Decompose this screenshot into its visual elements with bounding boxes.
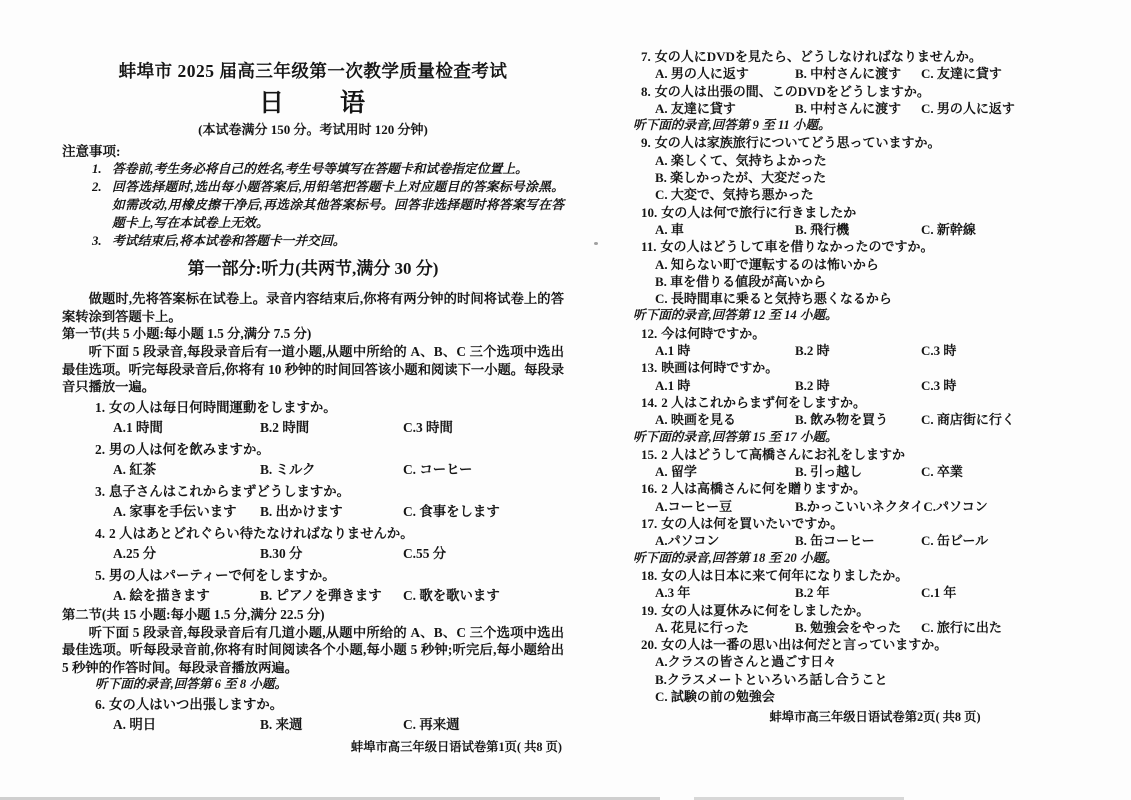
question-number: 18. (641, 567, 658, 583)
option-b: B.2 時間 (260, 419, 310, 435)
option-c: C. 歌を歌います (403, 587, 500, 603)
option-c: C.1 年 (921, 585, 957, 601)
notice-text: 考试结束后,将本试卷和答题卡一并交回。 (112, 234, 346, 248)
option-b: B. 出かけます (260, 503, 343, 519)
option-a: A.3 年 (655, 585, 691, 601)
answer-options (655, 65, 1117, 82)
notice-text: 答卷前,考生务必将自己的姓名,考生号等填写在答题卡和试卷指定位置上。 (112, 162, 528, 176)
question-number: 19. (641, 602, 658, 618)
answer-options (113, 460, 564, 480)
question-text: 女の人はどうして車を借りなかったのですか。 (660, 239, 934, 255)
question-number: 10. (641, 204, 658, 220)
answer-options (641, 256, 1117, 308)
exam-title: 蚌埠市 2025 届高三年级第一次教学质量检查考试 (118, 61, 508, 81)
answer-options (113, 502, 564, 522)
question-number: 13. (641, 360, 658, 376)
listening-group-label: 听下面的录音,回答第 15 至 17 小题。 (633, 429, 838, 444)
notice-number: 2. (92, 180, 102, 194)
notice-item (62, 160, 564, 178)
answer-options (655, 619, 1117, 636)
option-b: B. 中村さんに渡す (795, 66, 902, 82)
option-c: C.3 時 (921, 377, 957, 393)
option-c: C.パソコン (923, 498, 988, 514)
question-line (95, 566, 564, 586)
question-text: 男の人は何を飲みますか。 (109, 441, 270, 457)
section-heading: 第一节(共 5 小题:每小题 1.5 分,满分 7.5 分) (62, 326, 312, 341)
question-number: 2. (95, 441, 106, 457)
question-line (95, 440, 564, 460)
page-footer: 蚌埠市高三年级日语试卷第2页( 共8 页) (769, 710, 981, 725)
question-item (62, 695, 564, 735)
question-line (95, 482, 564, 502)
option-c: C. 缶ビール (921, 533, 989, 549)
option-c: C.3 時 (921, 343, 957, 359)
option-c: C. 旅行に出た (921, 619, 1002, 635)
option-a: A.1 時 (655, 343, 691, 359)
question-number: 5. (95, 567, 106, 583)
question-number: 3. (95, 483, 106, 499)
question-line (641, 359, 1117, 376)
answer-options (655, 377, 1117, 394)
question-line (641, 325, 1117, 342)
question-number: 15. (641, 446, 658, 462)
question-number: 20. (641, 637, 658, 653)
option-a: A. 友達に貸す (655, 100, 736, 116)
option-c: C. 卒業 (921, 464, 963, 480)
option-c: C. 大変で、気持ち悪かった (655, 187, 814, 203)
question-item (633, 480, 1117, 515)
answer-options (655, 100, 1117, 117)
answer-options (113, 418, 564, 438)
option-c: C. 友達に貸す (921, 66, 1002, 82)
listening-group-label: 听下面的录音,回答第 12 至 14 小题。 (633, 308, 838, 323)
question-text: 2 人はどうして高橋さんにお礼をしますか (661, 446, 906, 462)
question-item (633, 48, 1117, 83)
option-a: A.コーヒー豆 (655, 498, 733, 514)
question-text: 2 人はこれからまず何をしますか。 (661, 394, 867, 410)
question-item (633, 204, 1117, 239)
option-c: C. 男の人に返す (921, 100, 1015, 116)
question-item (633, 325, 1117, 360)
subject-title: 日 语 (258, 90, 367, 117)
option-a: A. 男の人に返す (655, 66, 749, 82)
question-number: 11. (641, 239, 657, 255)
answer-options (641, 152, 1117, 204)
question-text: 女の人は出張の間、このDVDをどうしますか。 (654, 83, 930, 99)
question-number: 14. (641, 394, 658, 410)
answer-options (113, 715, 564, 735)
option-b: B. 来週 (260, 717, 303, 732)
option-a: A. 家事を手伝います (113, 503, 237, 519)
question-item (633, 359, 1117, 394)
answer-options (655, 342, 1117, 359)
question-line (641, 636, 1117, 653)
question-line (95, 524, 564, 544)
option-b: B.クラスメートといろいろ話し合うこと (655, 671, 888, 687)
option-c: C. コーヒー (403, 461, 473, 477)
notice-number: 1. (92, 162, 102, 176)
question-number: 6. (95, 697, 106, 712)
answer-options (641, 653, 1117, 705)
question-item (62, 566, 564, 606)
question-item (633, 567, 1117, 602)
instruction-paragraph: 做题时,先将答案标在试卷上。录音内容结束后,你将有两分钟的时间将试卷上的答案转涂到答题卡上。 (62, 291, 564, 324)
option-a: A. 楽しくて、気持ちよかった (655, 152, 827, 168)
option-a: A. 映画を見る (655, 412, 736, 428)
question-text: 男の人はパーティーで何をしますか。 (109, 567, 336, 583)
question-item (633, 636, 1117, 705)
question-line (641, 446, 1117, 463)
option-b: B.2 年 (795, 585, 830, 601)
option-b: B.2 時 (795, 343, 830, 359)
question-item (62, 524, 564, 564)
question-number: 1. (95, 399, 106, 415)
question-text: 女の人にDVDを見たら、どうしなければなりませんか。 (654, 49, 982, 64)
option-b: B. 飛行機 (795, 221, 850, 237)
notice-heading: 注意事项: (62, 144, 121, 159)
section-heading: 第二节(共 15 小题:每小题 1.5 分,满分 22.5 分) (62, 606, 325, 622)
notice-number: 3. (92, 234, 102, 248)
option-a: A. 絵を描きます (113, 587, 210, 603)
option-c: C. 試験の前の勉強会 (655, 688, 775, 704)
answer-options (655, 411, 1117, 428)
question-line (641, 238, 1117, 255)
question-text: 息子さんはこれからまずどうしますか。 (109, 483, 351, 499)
notice-text: 回答选择题时,选出每小题答案后,用铅笔把答题卡上对应题目的答案标号涂黑。如需改动,用橡皮擦干净后,再选涂其他答案标号。回答非选择题时将答案写在答题卡上,写在本试卷上无效。 (112, 180, 564, 230)
option-b: B. 車を借りる値段が高いから (655, 273, 827, 289)
answer-options (655, 221, 1117, 238)
option-c: C.3 時間 (403, 419, 453, 435)
question-number: 4. (95, 525, 106, 541)
option-a: A.1 時間 (113, 419, 163, 435)
scan-speck-artifact (594, 242, 598, 245)
question-number: 17. (641, 516, 658, 532)
listening-group-label: 听下面的录音,回答第 18 至 20 小题。 (633, 550, 838, 565)
question-line (641, 515, 1117, 532)
question-text: 女の人は家族旅行についてどう思っていますか。 (654, 135, 941, 151)
question-line (641, 480, 1117, 497)
question-line (95, 398, 564, 418)
question-item (633, 394, 1117, 429)
part-heading: 第一部分:听力(共两节,满分 30 分) (187, 259, 439, 278)
question-text: 2 人はあとどれぐらい待たなければなりませんか。 (109, 525, 414, 541)
option-b: B.2 時 (795, 377, 830, 393)
option-a: A. 花見に行った (655, 619, 749, 635)
option-b: B.かっこいいネクタイ (795, 498, 924, 514)
option-a: A. 留学 (655, 464, 697, 480)
option-c: C. 再来週 (403, 717, 460, 732)
question-item (633, 446, 1117, 481)
question-text: 女の人は夏休みに何をしましたか。 (661, 602, 870, 618)
question-item (62, 398, 564, 438)
question-text: 2 人は高橋さんに何を贈りますか。 (661, 481, 867, 497)
option-a: A. 車 (655, 221, 684, 237)
page-footer: 蚌埠市高三年级日语试卷第1页( 共8 页) (350, 740, 562, 754)
instruction-paragraph: 听下面 5 段录音,每段录音后有几道小题,从题中所给的 A、B、C 三个选项中选出最佳选项。听每段录音前,你将有时间阅读各个小题,每小题 5 秒钟;听完后,每小题给出 5 秒钟的作答时间。每段录音播放两遍。 (62, 624, 564, 675)
option-b: B.30 分 (260, 545, 303, 561)
question-line (95, 695, 564, 715)
page-2 (633, 48, 1117, 725)
option-c: C. 商店街に行く (921, 412, 1015, 428)
question-item (62, 482, 564, 522)
exam-meta: (本试卷满分 150 分。考试用时 120 分钟) (198, 122, 428, 137)
option-c: C. 食事をします (403, 503, 500, 519)
question-text: 女の人は何を買いたいですか。 (661, 516, 844, 532)
question-text: 女の人は日本に来て何年になりましたか。 (661, 567, 909, 583)
option-c: C. 長時間車に乗ると気持ち悪くなるから (655, 291, 892, 307)
question-line (641, 204, 1117, 221)
listening-group-label: 听下面的录音,回答第 9 至 11 小题。 (633, 118, 831, 133)
question-text: 女の人はいつ出張しますか。 (109, 697, 284, 712)
question-item (633, 83, 1117, 118)
option-b: B. 楽しかったが、大変だった (655, 170, 827, 186)
question-line (641, 134, 1117, 151)
answer-options (655, 584, 1117, 601)
instruction-paragraph: 听下面 5 段录音,每段录音后有一道小题,从题中所给的 A、B、C 三个选项中选出最佳选项。听完每段录音后,你将有 10 秒钟的时间回答该小题和阅读下一小题。每段录音只播放一遍。 (62, 344, 564, 394)
option-b: B. 缶コーヒー (795, 533, 875, 549)
option-a: A. 紅茶 (113, 461, 157, 477)
option-a: A. 知らない町で運転するのは怖いから (655, 256, 879, 272)
notice-item (62, 178, 564, 232)
option-b: B. 中村さんに渡す (795, 100, 902, 116)
question-line (641, 567, 1117, 584)
question-number: 16. (641, 481, 658, 497)
answer-options (113, 544, 564, 564)
question-text: 女の人は一番の思い出は何だと言っていますか。 (661, 637, 948, 653)
question-line (641, 48, 1117, 65)
answer-options (655, 463, 1117, 480)
question-item (633, 515, 1117, 550)
question-text: 女の人は何で旅行に行きましたか (661, 204, 857, 220)
question-line (641, 602, 1117, 619)
option-b: B. ピアノを弾きます (260, 587, 382, 603)
question-item (633, 238, 1117, 307)
option-b: B. 引っ越し (795, 464, 863, 480)
question-item (633, 134, 1117, 203)
option-a: A.クラスの皆さんと過ごす日々 (655, 654, 837, 670)
question-number: 8. (641, 83, 651, 99)
question-text: 今は何時ですか。 (661, 325, 766, 341)
answer-options (113, 586, 564, 606)
option-b: B. 飲み物を買う (795, 412, 889, 428)
question-text: 映画は何時ですか。 (661, 360, 779, 376)
notice-item (62, 232, 564, 250)
question-item (62, 440, 564, 480)
listening-group-label: 听下面的录音,回答第 6 至 8 小题。 (95, 677, 288, 691)
question-number: 12. (641, 325, 658, 341)
option-a: A.25 分 (113, 545, 157, 561)
option-b: B. 勉強会をやった (795, 619, 902, 635)
page-1 (62, 60, 564, 755)
question-line (641, 83, 1117, 100)
answer-options (655, 532, 1117, 549)
answer-options (655, 498, 1117, 515)
option-b: B. ミルク (260, 461, 316, 477)
question-number: 7. (641, 49, 651, 64)
option-c: C. 新幹線 (921, 221, 976, 237)
option-a: A.パソコン (655, 533, 720, 549)
question-line (641, 394, 1117, 411)
option-a: A. 明日 (113, 717, 157, 732)
option-a: A.1 時 (655, 377, 691, 393)
question-text: 女の人は毎日何時間運動をしますか。 (109, 399, 337, 415)
question-number: 9. (641, 135, 651, 151)
option-c: C.55 分 (403, 545, 447, 561)
question-item (633, 602, 1117, 637)
